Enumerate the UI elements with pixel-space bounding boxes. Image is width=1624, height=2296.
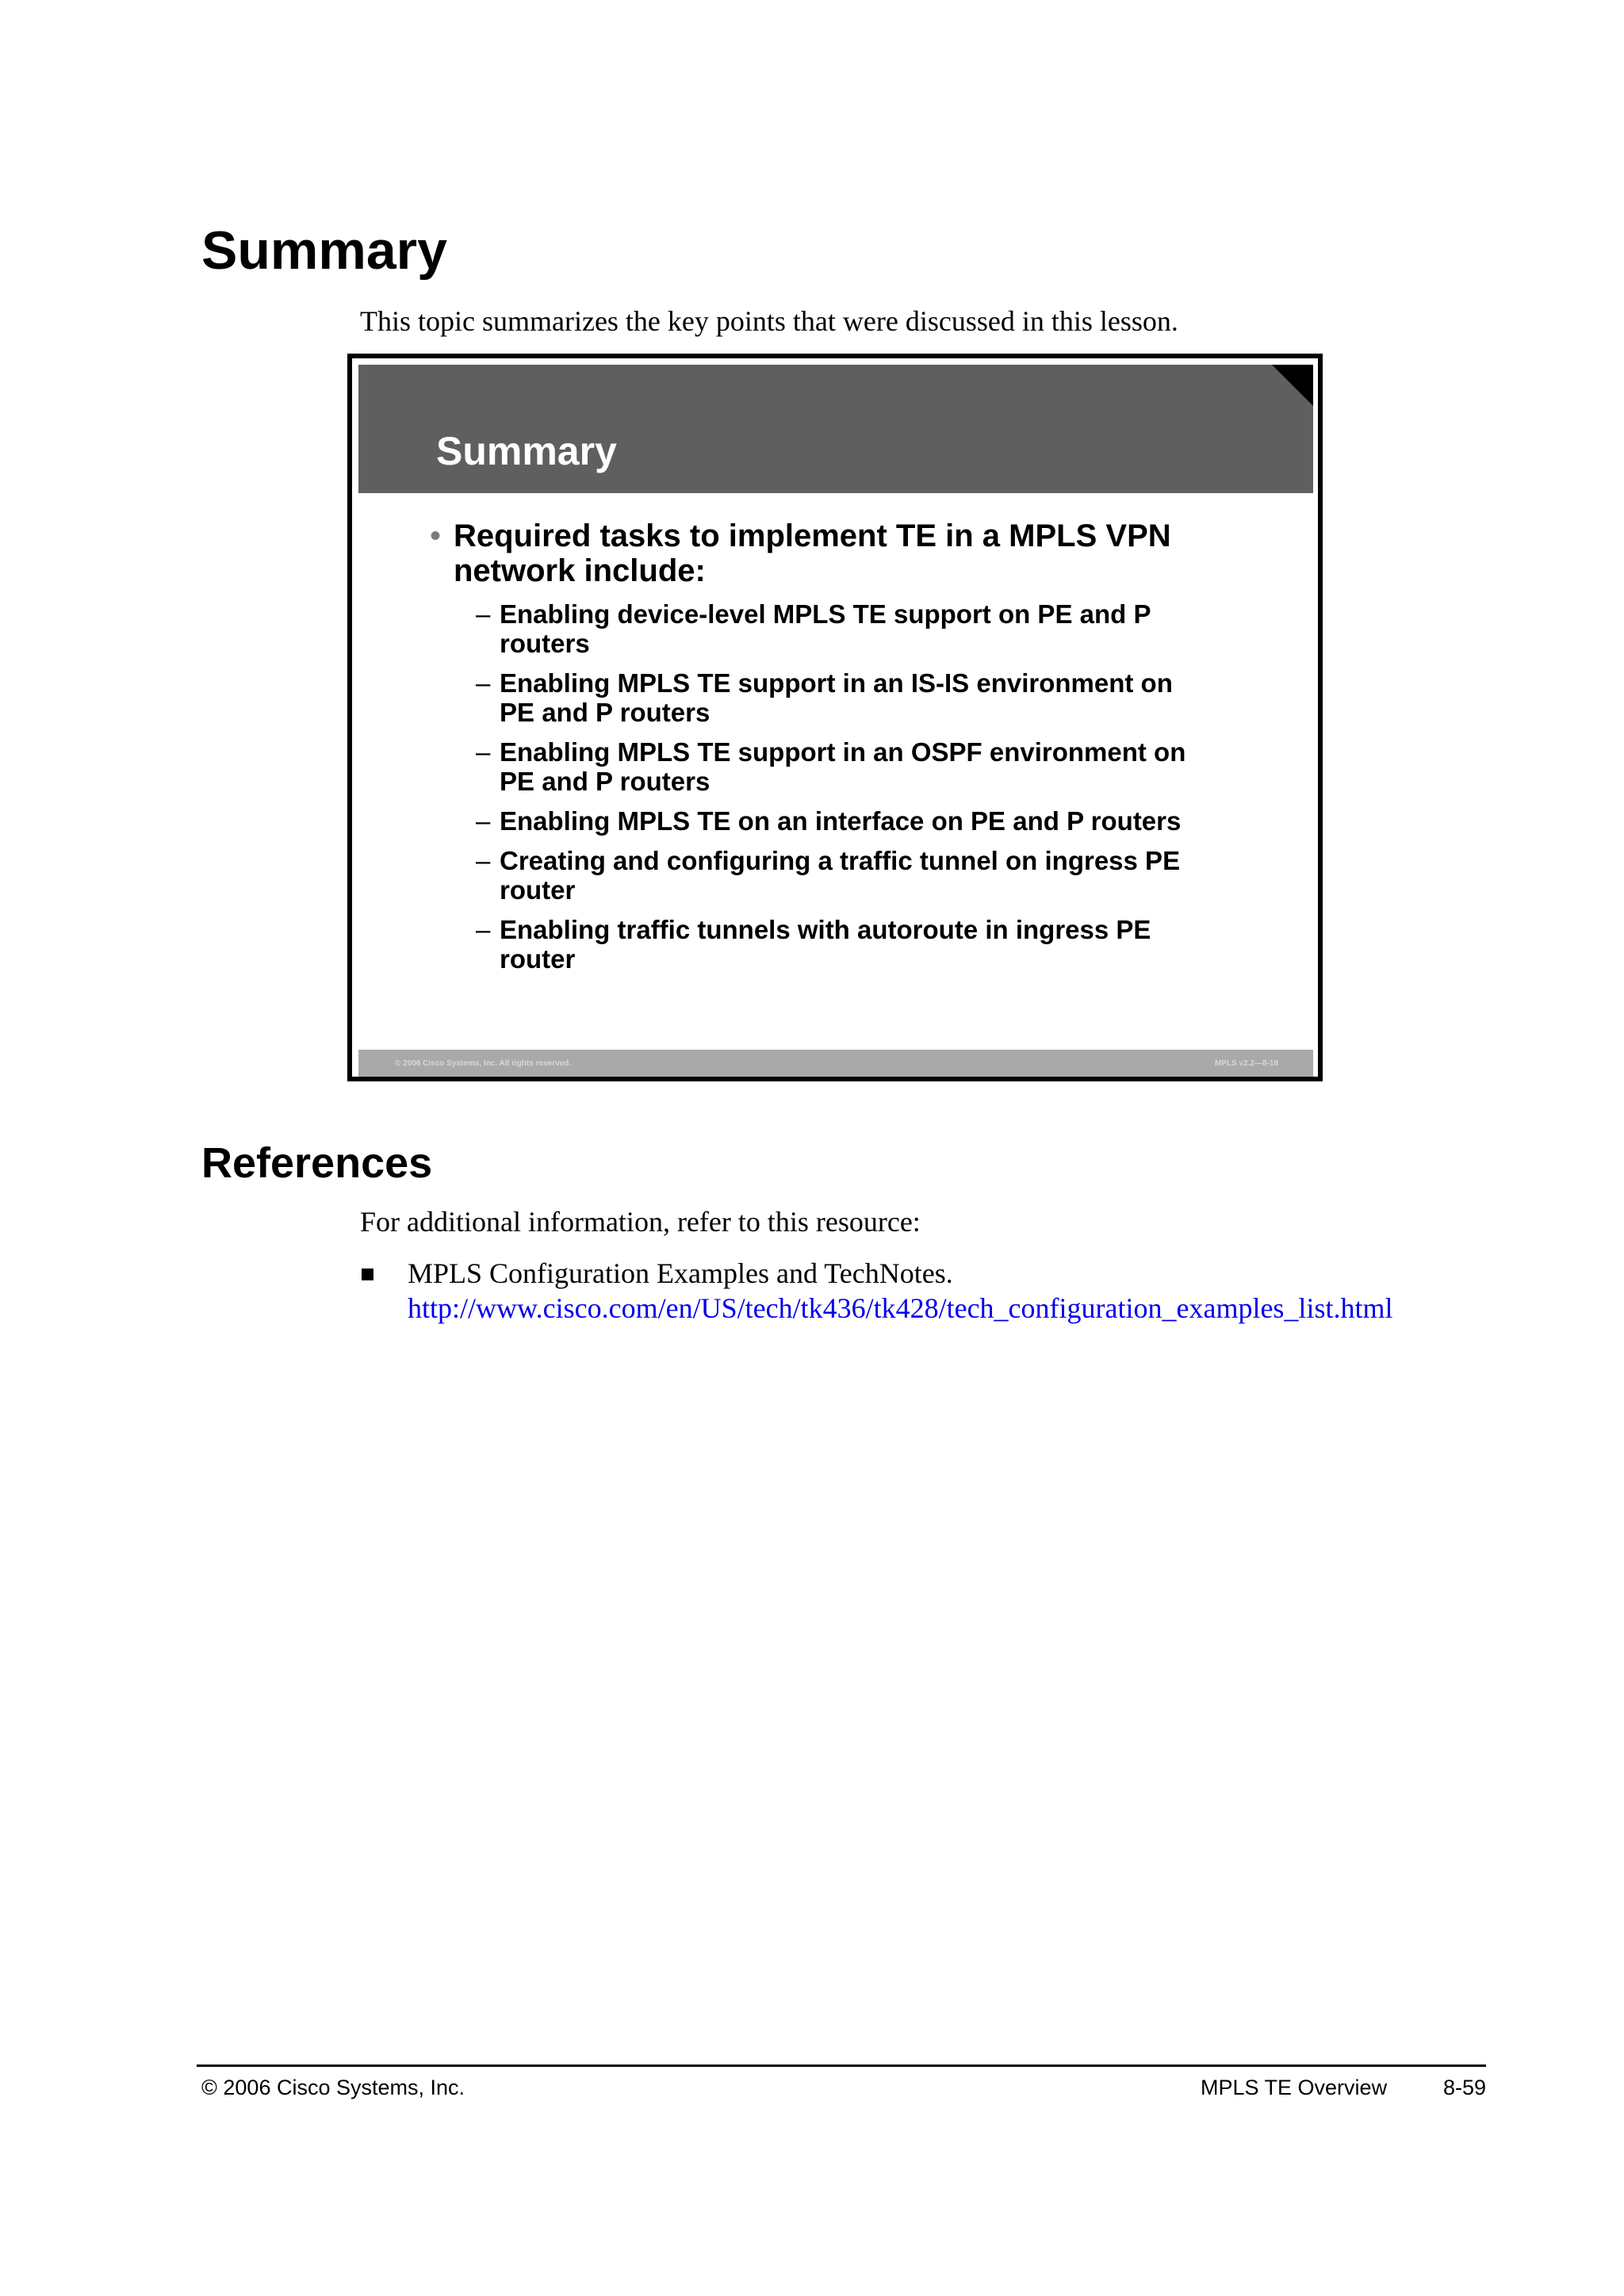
square-bullet-icon [362,1269,373,1280]
dash-marker: – [476,599,491,629]
bullet-marker: • [430,519,442,553]
slide-bullet-text: Required tasks to implement TE in a MPLS VPN network include: [454,519,1171,588]
footer-page-number: 8-59 [1443,2076,1487,2099]
section-intro: This topic summarizes the key points that were discussed in this lesson. [360,305,1178,337]
slide-subitem [476,915,1213,974]
slide-subitem [476,599,1213,658]
slide-subitems [476,599,1213,974]
reference-text: MPLS Configuration Examples and TechNotes. [408,1257,953,1289]
slide-subitem-text: Enabling MPLS TE support in an IS-IS environment on PE and P routers [500,668,1173,727]
references-title: References [201,1139,433,1187]
slide-corner-triangle [1272,365,1313,406]
slide-subitem-text: Enabling MPLS TE on an interface on PE and P routers [500,806,1182,836]
slide-subitem-text: Enabling traffic tunnels with autoroute in ingress PE router [500,915,1151,974]
slide-title: Summary [436,429,617,473]
slide-subitem-text: Enabling MPLS TE support in an OSPF environment on PE and P routers [500,737,1186,796]
slide-subitem [476,806,1213,836]
references-intro: For additional information, refer to this resource: [360,1206,921,1238]
slide-subitem-text: Enabling device-level MPLS TE support on PE and P routers [500,599,1151,658]
slide-body [430,519,1231,984]
page-title: Summary [201,220,447,281]
slide-footer-copyright: © 2006 Cisco Systems, Inc. All rights reserved. [395,1059,572,1068]
reference-item [360,1256,1392,1326]
dash-marker: – [476,915,491,944]
slide-subitem-text: Creating and configuring a traffic tunnel on ingress PE router [500,846,1181,905]
slide-footer-code: MPLS v2.2—8-18 [1214,1059,1278,1068]
slide-subitem [476,846,1213,905]
footer-divider [197,2064,1486,2067]
slide-subitem [476,737,1213,796]
footer-copyright: © 2006 Cisco Systems, Inc. [201,2076,465,2099]
dash-marker: – [476,668,491,698]
dash-marker: – [476,846,491,875]
slide-subitem [476,668,1213,727]
slide-bullet [430,519,1231,588]
slide-footer [358,1050,1313,1077]
footer-doc-title: MPLS TE Overview [1201,2076,1388,2099]
slide-image [347,354,1323,1081]
dash-marker: – [476,737,491,767]
dash-marker: – [476,806,491,836]
reference-link[interactable]: http://www.cisco.com/en/US/tech/tk436/tk428/tech_configuration_examples_list.html [408,1292,1393,1324]
slide-header [358,365,1313,493]
